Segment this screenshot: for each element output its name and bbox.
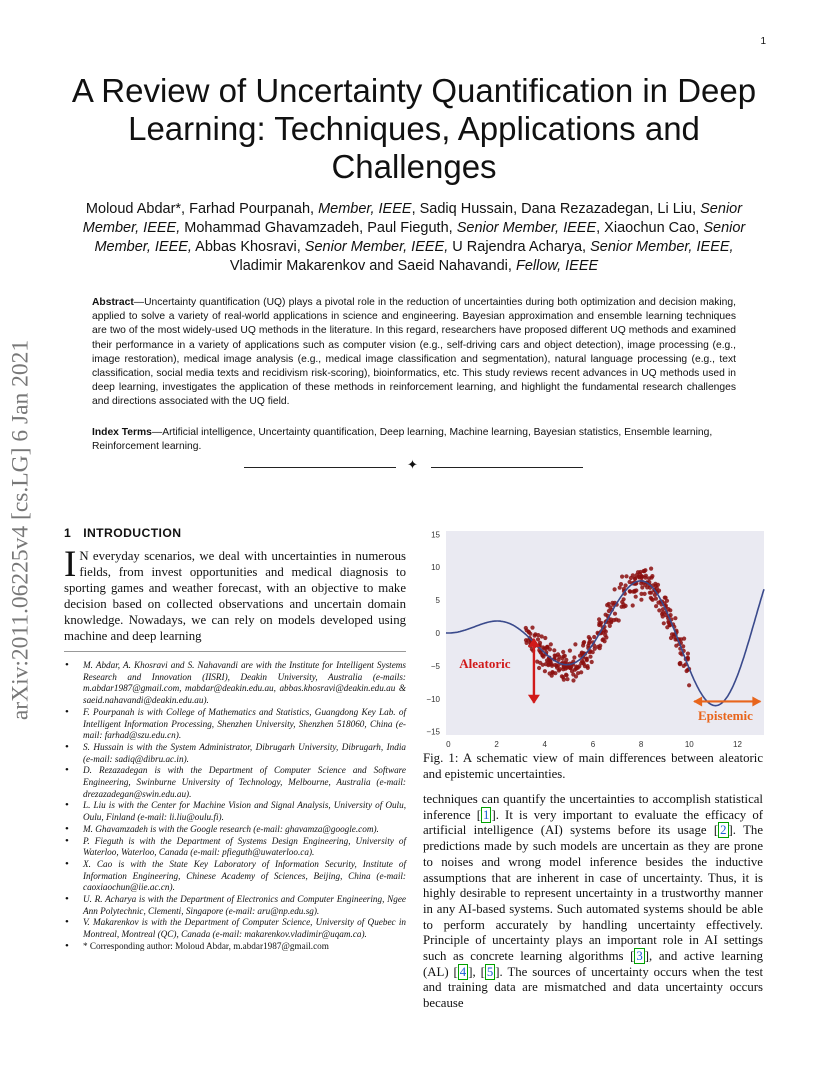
y-tick-label: −5 <box>430 661 440 671</box>
author-segment: Abbas Khosravi, <box>191 239 305 255</box>
data-point <box>651 598 655 602</box>
data-point <box>560 674 564 678</box>
data-point <box>573 642 577 646</box>
data-point <box>587 635 591 639</box>
data-point <box>618 586 622 590</box>
data-point <box>575 666 579 670</box>
section-number: 1 <box>64 526 72 540</box>
data-point <box>561 667 565 671</box>
body-text-run: . The predictions made by such models are uncertain as they are prone to noises and wrong model inference besides the inductive assumptions that are inherent in case of uncertainty. Thus, it is highly desirable to represent uncertainty in a trustworthy manner in any AI-based systems. Such automated systems should be able to perform accurately by handling uncertainty effectively. Principle of uncertainty plays an important role in AI settings such as concrete learning algorithms <box>423 823 763 964</box>
data-point <box>665 625 669 629</box>
aleatoric-label: Aleatoric <box>459 655 511 671</box>
data-point <box>628 589 632 593</box>
data-point <box>620 575 624 579</box>
data-point <box>565 677 569 681</box>
data-point <box>553 663 557 667</box>
arxiv-stamp <box>2 300 40 760</box>
body-text-run: . It is very important to evaluate the efficacy of artificial intelligence (AI) systems before its usage <box>423 807 764 838</box>
data-point <box>642 569 646 573</box>
body-text-run: , <box>472 964 481 979</box>
data-point <box>649 567 653 571</box>
data-point <box>543 669 547 673</box>
data-point <box>657 608 661 612</box>
data-point <box>664 596 668 600</box>
footnote-item: • V. Makarenkov is with the Department of Computer Science, University of Quebec in Montreal, Montreal (QC), Canada (e-mail: makarenkov.vladimir@uqam.ca). <box>64 917 406 940</box>
figure-1-chart <box>420 525 770 757</box>
index-terms-label: Index Terms <box>92 427 152 438</box>
footnote-item: • M. Ghavamzadeh is with the Google research (e-mail: ghavamza@google.com). <box>64 824 406 836</box>
data-point <box>613 587 617 591</box>
epistemic-label: Epistemic <box>698 707 753 723</box>
data-point <box>607 609 611 613</box>
data-point <box>538 661 542 665</box>
data-point <box>582 640 586 644</box>
footnote-item: • U. R. Acharya is with the Department of Electronics and Computer Engineering, Ngee Ann Polytechnic, Clementi, Singapore (e-mail: aru@np.edu.sg). <box>64 894 406 917</box>
body-text-run: , and active learning (AL) <box>423 949 763 979</box>
section-heading <box>64 526 181 540</box>
citation-link[interactable]: 2 <box>720 823 727 838</box>
data-point <box>604 613 608 617</box>
data-point <box>687 683 691 687</box>
data-point <box>608 605 612 609</box>
data-point <box>568 649 572 653</box>
author-segment: Senior Member, IEEE, <box>590 239 734 255</box>
intro-text: N everyday scenarios, we deal with uncertainties in numerous fields, from invest opportunities and medical diagnosis to sporting games and weather forecast, with an objective to make decision based on collected observations and uncertain domain knowledge. Nowadays, we can rely on models developed using machine and deep learning <box>64 549 406 643</box>
data-point <box>686 652 690 656</box>
y-tick-label: 15 <box>431 530 440 540</box>
abstract <box>92 296 736 410</box>
data-point <box>643 592 647 596</box>
data-point <box>661 614 665 618</box>
drop-cap: I <box>64 544 77 585</box>
data-point <box>533 634 537 638</box>
data-point <box>572 655 576 659</box>
data-point <box>543 636 547 640</box>
affiliation-footnotes <box>64 660 406 953</box>
footnote-item: • P. Fieguth is with the Department of Systems Design Engineering, University of Waterloo, Waterloo, Canada (e-mail: pfieguth@uwaterloo.ca). <box>64 836 406 859</box>
data-point <box>580 652 584 656</box>
data-point <box>541 653 545 657</box>
x-tick-label: 2 <box>494 740 499 749</box>
data-point <box>588 655 592 659</box>
data-point <box>524 638 528 642</box>
footnote-item: • X. Cao is with the State Key Laboratory of Information Security, Institute of Information Engineering, Chinese Academy of Sciences, Beijing, China (e-mail: caoxiaochun@iie.ac.cn). <box>64 859 406 894</box>
data-point <box>556 652 560 656</box>
author-segment: Senior Member, IEEE <box>456 220 597 236</box>
data-point <box>654 604 658 608</box>
data-point <box>622 597 626 601</box>
data-point <box>561 650 565 654</box>
footnote-item: • L. Liu is with the Center for Machine Vision and Signal Analysis, University of Oulu, Oulu, Finland (e-mail: li.liu@oulu.fi). <box>64 800 406 823</box>
author-segment: Moloud Abdar*, Farhad Pourpanah, <box>85 201 319 217</box>
data-point <box>548 647 552 651</box>
data-point <box>639 598 643 602</box>
data-point <box>682 664 686 668</box>
data-point <box>550 674 554 678</box>
footnote-item: • F. Pourpanah is with College of Mathematics and Statistics, Guangdong Key Lab. of Intelligent Information Processing, Shenzhen University, Shenzhen 518060, China (e-mail: farhad@szu.edu.cn). <box>64 707 406 742</box>
figure-caption: Fig. 1: A schematic view of main differences between aleatoric and epistemic uncertainties. <box>423 751 763 781</box>
footnote-item: • S. Hussain is with the System Administrator, Dibrugarh University, Dibrugarh, India (e-mail: sadiq@dibru.ac.in). <box>64 742 406 765</box>
author-segment: , Sadiq Hussain, Dana Rezazadegan, Li Liu, <box>411 201 701 217</box>
data-point <box>536 637 540 641</box>
y-tick-label: 5 <box>435 596 440 606</box>
y-tick-label: −15 <box>426 727 440 737</box>
data-point <box>549 642 553 646</box>
footnote-item: • M. Abdar, A. Khosravi and S. Nahavandi are with the Institute for Intelligent Systems Research and Innovation (IISRI), Deakin University, Australia (e-mails: m.abdar1987@gmail.com, mabdar@deakin.edu.au, abbas.khosravi@deakin.edu.au & saeid.nahavandi@deakin.edu.au). <box>64 660 406 707</box>
data-point <box>617 618 621 622</box>
data-point <box>638 572 642 576</box>
author-segment: Member, IEEE <box>318 201 412 217</box>
data-point <box>591 650 595 654</box>
arxiv-id: arXiv:2011.06225v4 [cs.LG] 6 Jan 2021 <box>7 339 34 721</box>
index-terms-text: —Artificial intelligence, Uncertainty quantification, Deep learning, Machine learning, Bayesian statistics, Ensemble learning, Reinforcement learning. <box>92 427 713 453</box>
index-terms <box>92 426 736 454</box>
data-point <box>552 648 556 652</box>
x-tick-label: 6 <box>590 740 596 749</box>
author-segment: Senior Member, IEEE, <box>304 239 449 255</box>
data-point <box>598 646 602 650</box>
y-tick-label: −10 <box>426 694 440 704</box>
data-point <box>565 666 569 670</box>
author-segment: Mohammad Ghavamzadeh, Paul Fieguth, <box>180 220 457 236</box>
data-point <box>598 622 602 626</box>
data-point <box>621 602 625 606</box>
data-point <box>613 612 617 616</box>
data-point <box>571 678 575 682</box>
x-tick-label: 10 <box>684 740 694 749</box>
body-text-run: techniques can quantify the uncertainties to accomplish statistical inference <box>423 792 763 822</box>
data-point <box>545 658 549 662</box>
page-number: 1 <box>760 36 766 47</box>
data-point <box>597 617 601 621</box>
data-point <box>528 632 532 636</box>
data-point <box>530 626 534 630</box>
x-tick-label: 8 <box>638 740 644 749</box>
data-point <box>576 671 580 675</box>
body-text-run: . The sources of uncertainty occurs when the test and training data are mismatched and data uncertainty occurs because <box>423 964 764 1011</box>
data-point <box>608 624 612 628</box>
data-point <box>583 664 587 668</box>
paper-title: A Review of Uncertainty Quantification in Deep Learning: Techniques, Applications and Challenges <box>71 72 757 185</box>
data-point <box>525 628 529 632</box>
footnote-item: • * Corresponding author: Moloud Abdar, m.abdar1987@gmail.com <box>64 941 406 953</box>
data-point <box>624 574 628 578</box>
author-list <box>70 200 758 276</box>
data-point <box>662 621 666 625</box>
y-tick-label: 10 <box>431 563 440 573</box>
author-segment: U Rajendra Acharya, <box>448 239 591 255</box>
intro-paragraph <box>64 544 406 644</box>
data-point <box>564 658 568 662</box>
data-point <box>563 654 567 658</box>
footnote-rule <box>64 651 406 652</box>
body-paragraph: techniques can quantify the uncertainties to accomplish statistical inference [ 1 ]. It is very important to evaluate the efficacy of artificial intelligence (AI) systems before its usage [ 2 ]. The predictions made by such models are uncertain as they are prone to noises and wrong model inference besides the inductive assumptions that are inherent in case of uncertainty. Thus, it is highly desirable to represent uncertainty in a trustworthy manner in any AI-based systems. Such automated systems should be able to perform accurately by handling uncertainty effectively. Principle of uncertainty plays an important role in AI settings such as concrete learning algorithms [ 3 ], and active learning (AL) [ 4 ], [ 5 ]. The sources of uncertainty occurs when the test and training data are mismatched and data uncertainty occurs because <box>423 792 764 1011</box>
data-point <box>624 583 628 587</box>
data-point <box>644 576 648 580</box>
data-point <box>540 634 544 638</box>
abstract-label: Abstract <box>92 297 134 308</box>
data-point <box>673 616 677 620</box>
data-point <box>653 582 657 586</box>
footnote-item: • D. Rezazadegan is with the Department of Computer Science and Software Engineering, Swinburne University of Technology, Melbourne, Australia (e-mail: drezazadegan@swin.edu.au). <box>64 765 406 800</box>
data-point <box>587 641 591 645</box>
data-point <box>678 661 682 665</box>
data-point <box>585 658 589 662</box>
x-tick-label: 0 <box>446 740 451 749</box>
data-point <box>610 601 614 605</box>
data-point <box>634 595 638 599</box>
data-point <box>629 576 633 580</box>
data-point <box>640 585 644 589</box>
author-segment: Vladimir Makarenkov and Saeid Nahavandi, <box>229 258 516 274</box>
data-point <box>537 666 541 670</box>
y-tick-label: 0 <box>435 629 440 638</box>
data-point <box>564 673 568 677</box>
author-segment: Senior Member, IEEE, <box>94 220 746 255</box>
x-tick-label: 12 <box>733 740 742 749</box>
citation-link[interactable]: 5 <box>486 964 494 979</box>
separator-line-right <box>431 467 583 468</box>
citation-link[interactable]: 4 <box>459 964 467 979</box>
author-segment: , Xiaochun Cao, <box>596 220 704 236</box>
data-point <box>650 576 654 580</box>
data-point <box>590 660 594 664</box>
data-point <box>649 591 653 595</box>
citation-link[interactable]: 1 <box>483 807 490 822</box>
data-point <box>631 603 635 607</box>
author-segment: Senior Member, IEEE, <box>82 201 743 236</box>
data-point <box>601 637 605 641</box>
separator-line-left <box>244 467 396 468</box>
data-point <box>549 660 553 664</box>
citation-link[interactable]: 3 <box>636 949 643 964</box>
section-title: INTRODUCTION <box>83 526 182 540</box>
section-separator <box>244 457 584 474</box>
data-point <box>553 671 557 675</box>
x-tick-label: 4 <box>542 740 547 749</box>
data-point <box>633 589 637 593</box>
data-point <box>544 646 548 650</box>
separator-diamond-icon: ✦ <box>407 457 418 472</box>
abstract-text: —Uncertainty quantification (UQ) plays a pivotal role in the reduction of uncertainties during both optimization and decision making, applied to solve a variety of real-world applications in science and engineering. Bayesian approximation and ensemble learning techniques are two of the most widely-used UQ methods in the literature. In this regard, researchers have proposed different UQ methods and examined their performance in a variety of applications such as computer vision (e.g., self-driving cars and object detection), image processing (e.g., image restoration), medical image analysis (e.g., medical image classification and segmentation), natural language processing (e.g., text classification, social media texts and recidivism risk-scoring), bioinformatics, etc. This study reviews recent advances in UQ methods used in deep learning, investigates the application of these methods in reinforcement learning, and highlight the fundamental research challenges and directions associated with the UQ field. <box>92 297 736 408</box>
data-point <box>633 577 637 581</box>
author-segment: Fellow, IEEE <box>515 258 599 274</box>
